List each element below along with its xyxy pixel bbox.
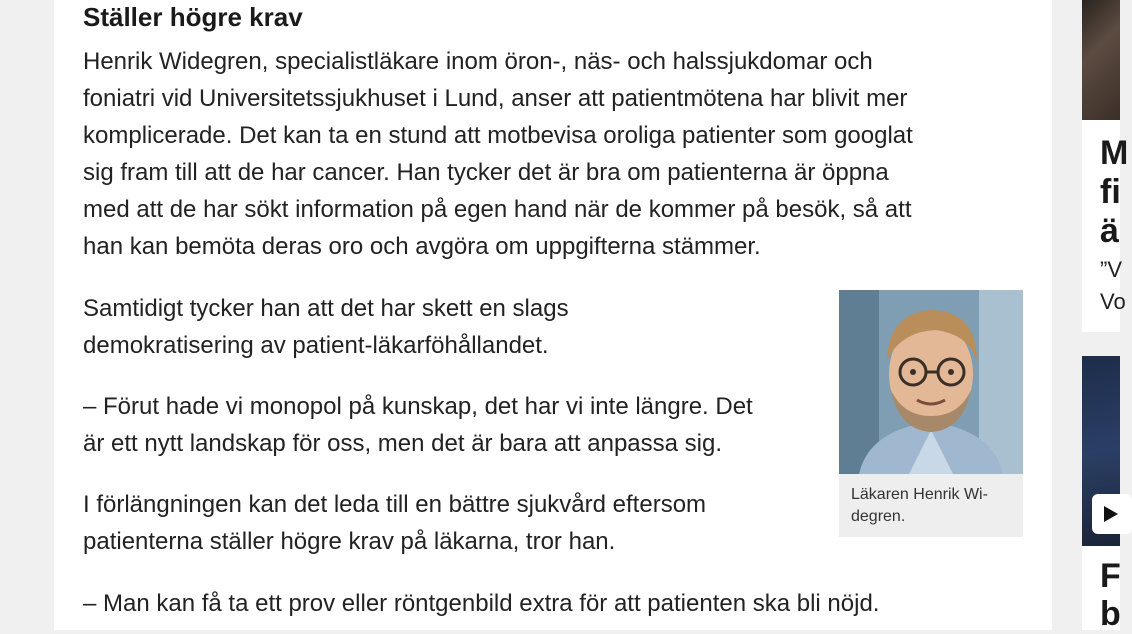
sidebar-card-title-line[interactable]: fi — [1100, 173, 1121, 211]
paragraph-line: demokratisering av patient-läkarföhållandet. — [83, 332, 549, 359]
paragraph-line: är ett nytt landskap för oss, men det är bara att anpassa sig. — [83, 430, 723, 457]
paragraph-line: – Förut hade vi monopol på kunskap, det har vi inte längre. Det — [83, 393, 753, 420]
paragraph-line: komplicerade. Det kan ta en stund att motbevisa oroliga patienter som googlat — [83, 122, 913, 149]
paragraph-democratization — [83, 290, 569, 364]
paragraph-line: I förlängningen kan det leda till en bättre sjukvård eftersom — [83, 491, 707, 518]
sidebar-video-thumbnail[interactable] — [1082, 356, 1120, 546]
sidebar-video-card[interactable] — [1082, 356, 1121, 633]
photo-caption: Läkaren Henrik Wi-degren. — [851, 486, 988, 525]
doctor-photo[interactable] — [839, 290, 1023, 474]
section-heading: Ställer högre krav — [83, 2, 303, 32]
paragraph-line: Samtidigt tycker han att det har skett en slags — [83, 295, 569, 322]
paragraph-quote-extra-test — [83, 585, 879, 622]
article-column — [54, 0, 1052, 630]
paragraph-better-care — [83, 486, 706, 560]
play-icon[interactable] — [1092, 494, 1132, 534]
sidebar-card-title-line[interactable]: ä — [1100, 212, 1119, 250]
paragraph-quote-monopoly — [83, 388, 753, 462]
paragraph-line: Henrik Widegren, specialistläkare inom öron-, näs- och halssjukdomar och — [83, 48, 873, 75]
paragraph-line: foniatri vid Universitetssjukhuset i Lund, anser att patientmötena har blivit mer — [83, 85, 908, 112]
sidebar-card-title-line[interactable]: M — [1100, 134, 1129, 172]
sidebar-card-subtitle-line: Vo — [1100, 289, 1126, 314]
sidebar-card-title-line[interactable]: F — [1100, 557, 1121, 595]
paragraph-intro — [83, 43, 913, 265]
doctor-figure[interactable] — [839, 290, 1023, 537]
paragraph-line: med att de har sökt information på egen hand när de kommer på besök, så att — [83, 196, 912, 223]
sidebar-card-title-line[interactable]: b — [1100, 595, 1121, 633]
sidebar-card-image[interactable] — [1082, 0, 1120, 120]
sidebar-card-subtitle-line: ”V — [1100, 257, 1122, 282]
paragraph-line: han kan bemöta deras oro och avgöra om uppgifterna stämmer. — [83, 233, 761, 260]
paragraph-line: sig fram till att de har cancer. Han tycker det är bra om patienterna är öppna — [83, 159, 889, 186]
portrait-illustration — [839, 290, 1023, 474]
sidebar-article-card[interactable] — [1082, 0, 1129, 332]
paragraph-line: – Man kan få ta ett prov eller röntgenbild extra för att patienten ska bli nöjd. — [83, 590, 880, 617]
paragraph-line: patienterna ställer högre krav på läkarna, tror han. — [83, 528, 616, 555]
